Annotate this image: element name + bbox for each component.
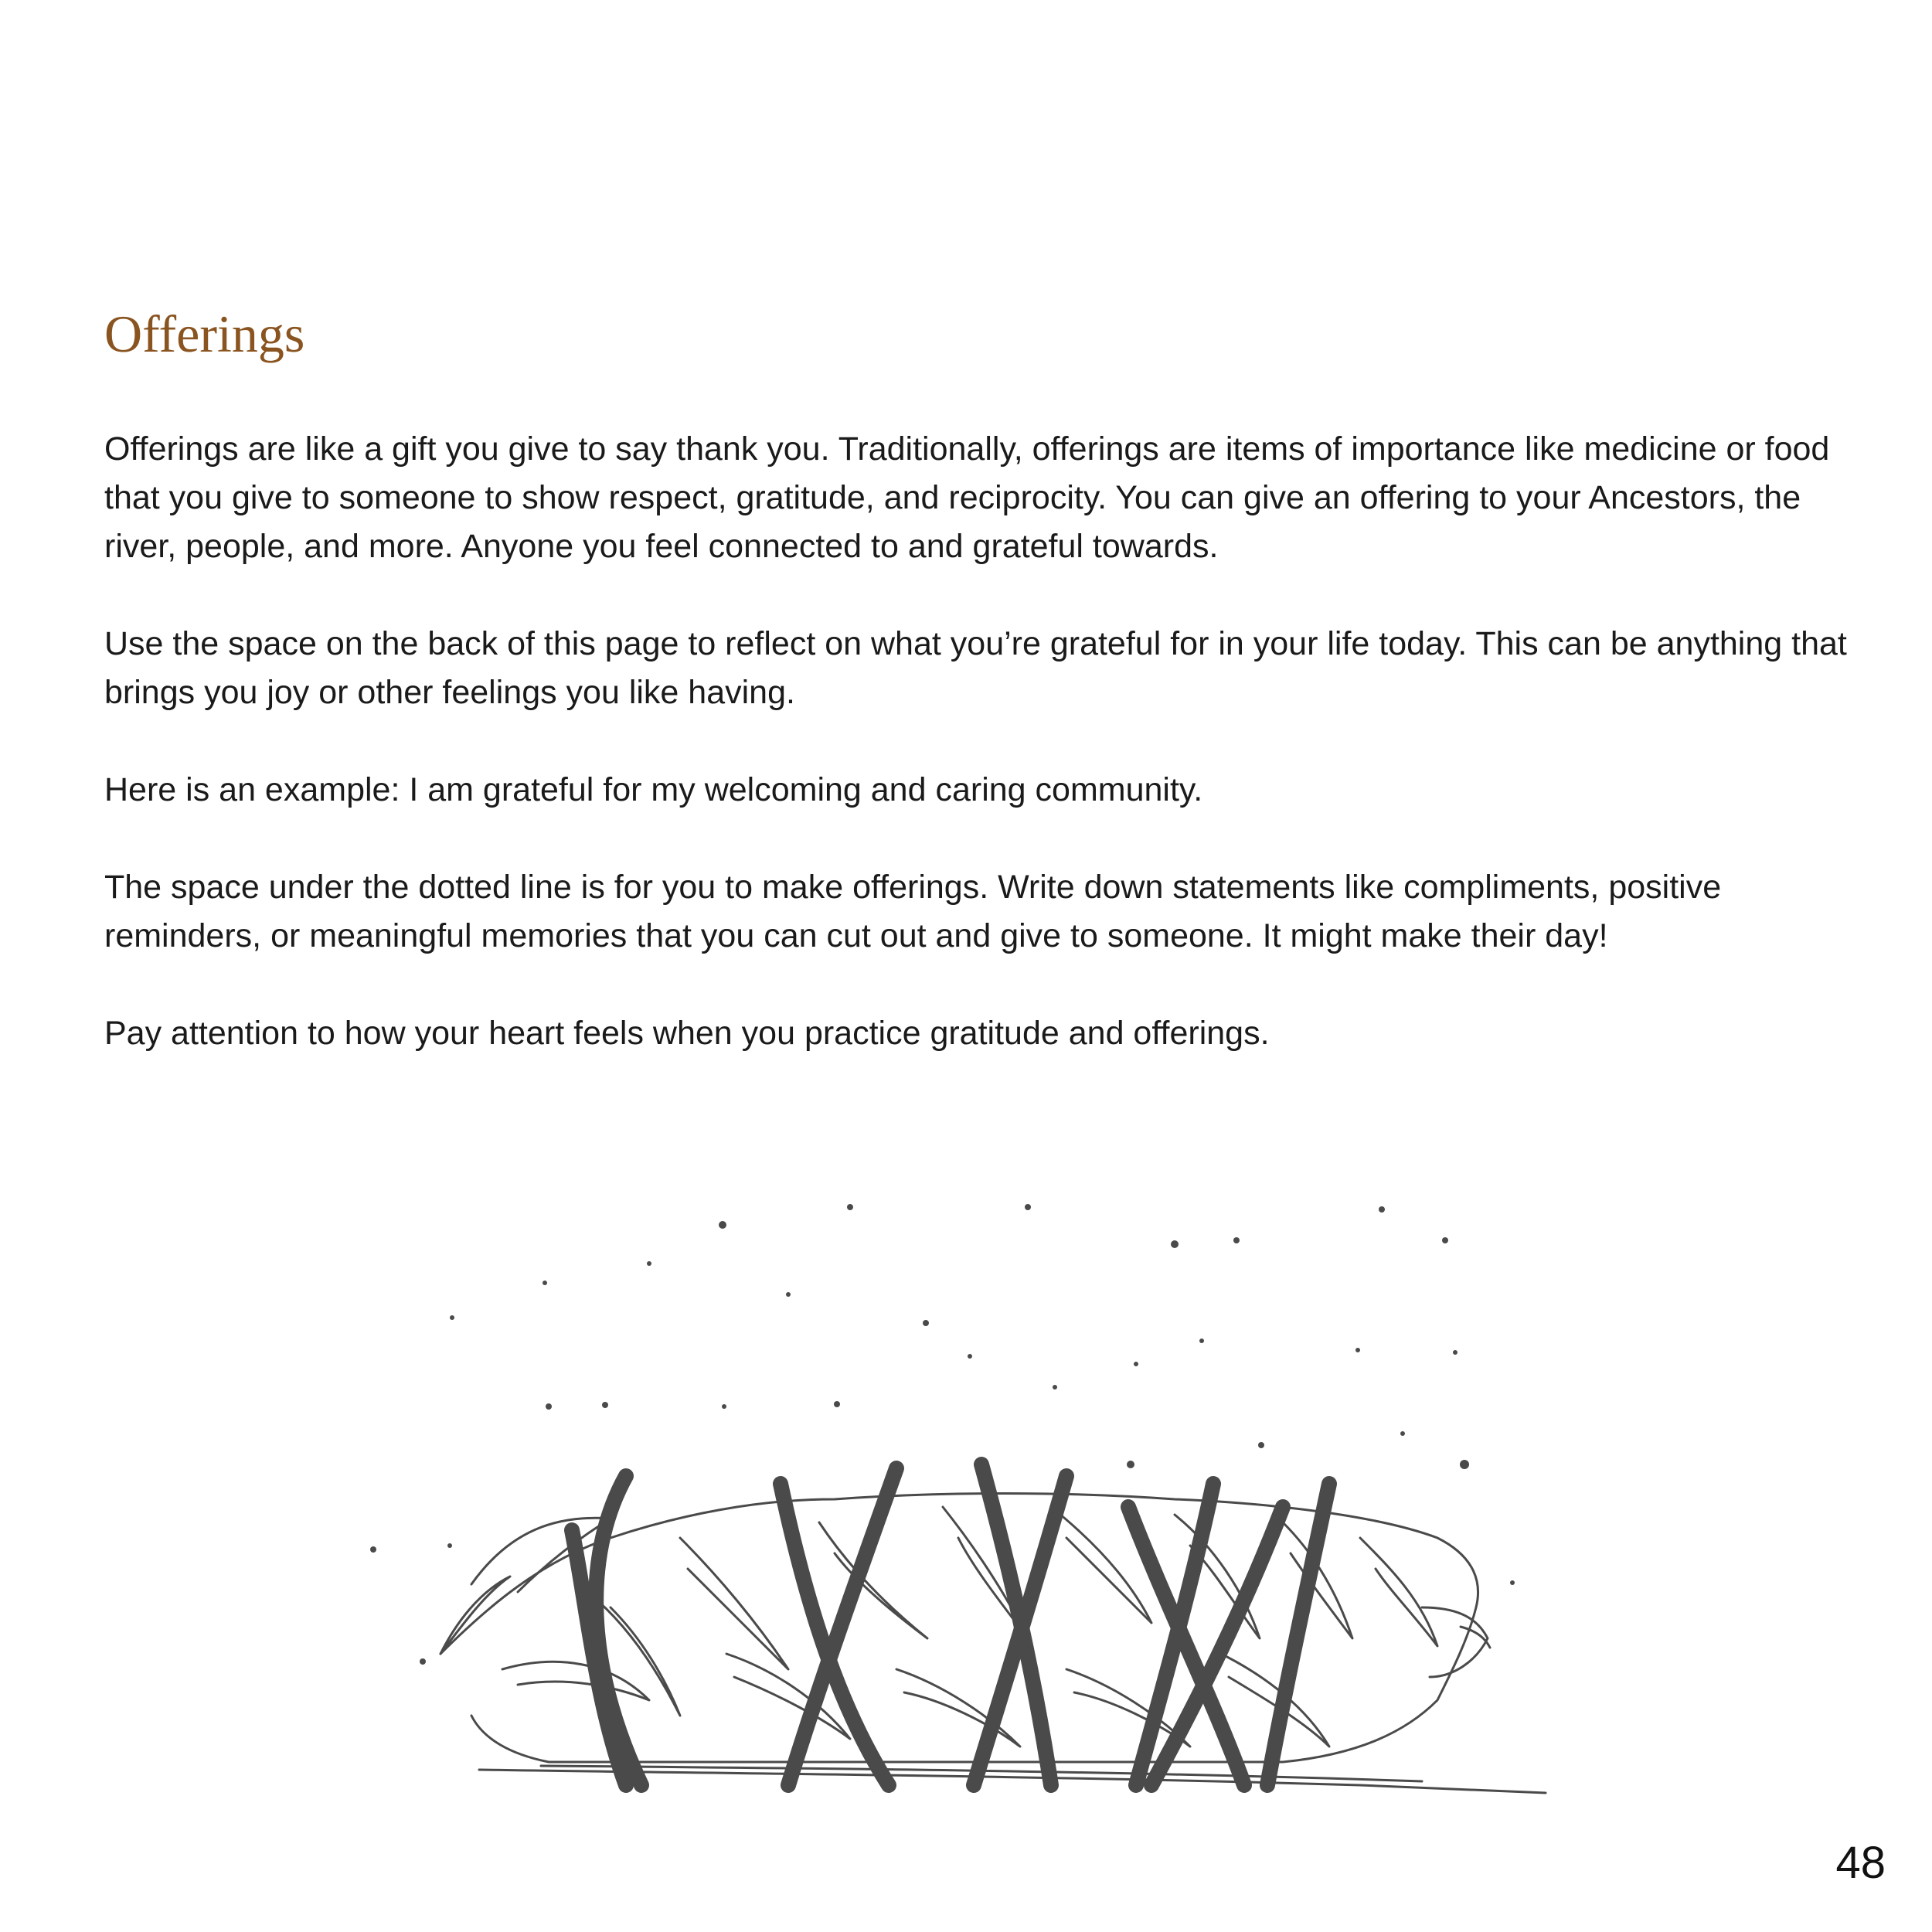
paragraph-example: Here is an example: I am grateful for my welcoming and caring community. [104,771,1203,808]
body-text [104,425,1859,1058]
page-title: Offerings [104,304,305,363]
paragraph-reflect: Use the space on the back of this page to reflect on what you’re grateful for in your life today. This can be anything that brings you joy or other feelings you like having. [104,625,1847,711]
sage-bundle-icon [355,1175,1592,1808]
paragraph-heart: Pay attention to how your heart feels when you practice gratitude and offerings. [104,1015,1270,1052]
page-number: 48 [1835,1838,1886,1888]
paragraph-offerings-intro: Offerings are like a gift you give to say thank you. Traditionally, offerings are items of importance like medicine or food that you give to someone to show respect, gratitude, and reciprocity. You can give an offering to your Ancestors, the river, people, and more. Anyone you feel connected to and grateful towards. [104,430,1830,565]
paragraph-dotted-line: The space under the dotted line is for you to make offerings. Write down statements like compliments, positive reminders, or meaningful memories that you can cut out and give to someone. It might make their day! [104,869,1722,954]
